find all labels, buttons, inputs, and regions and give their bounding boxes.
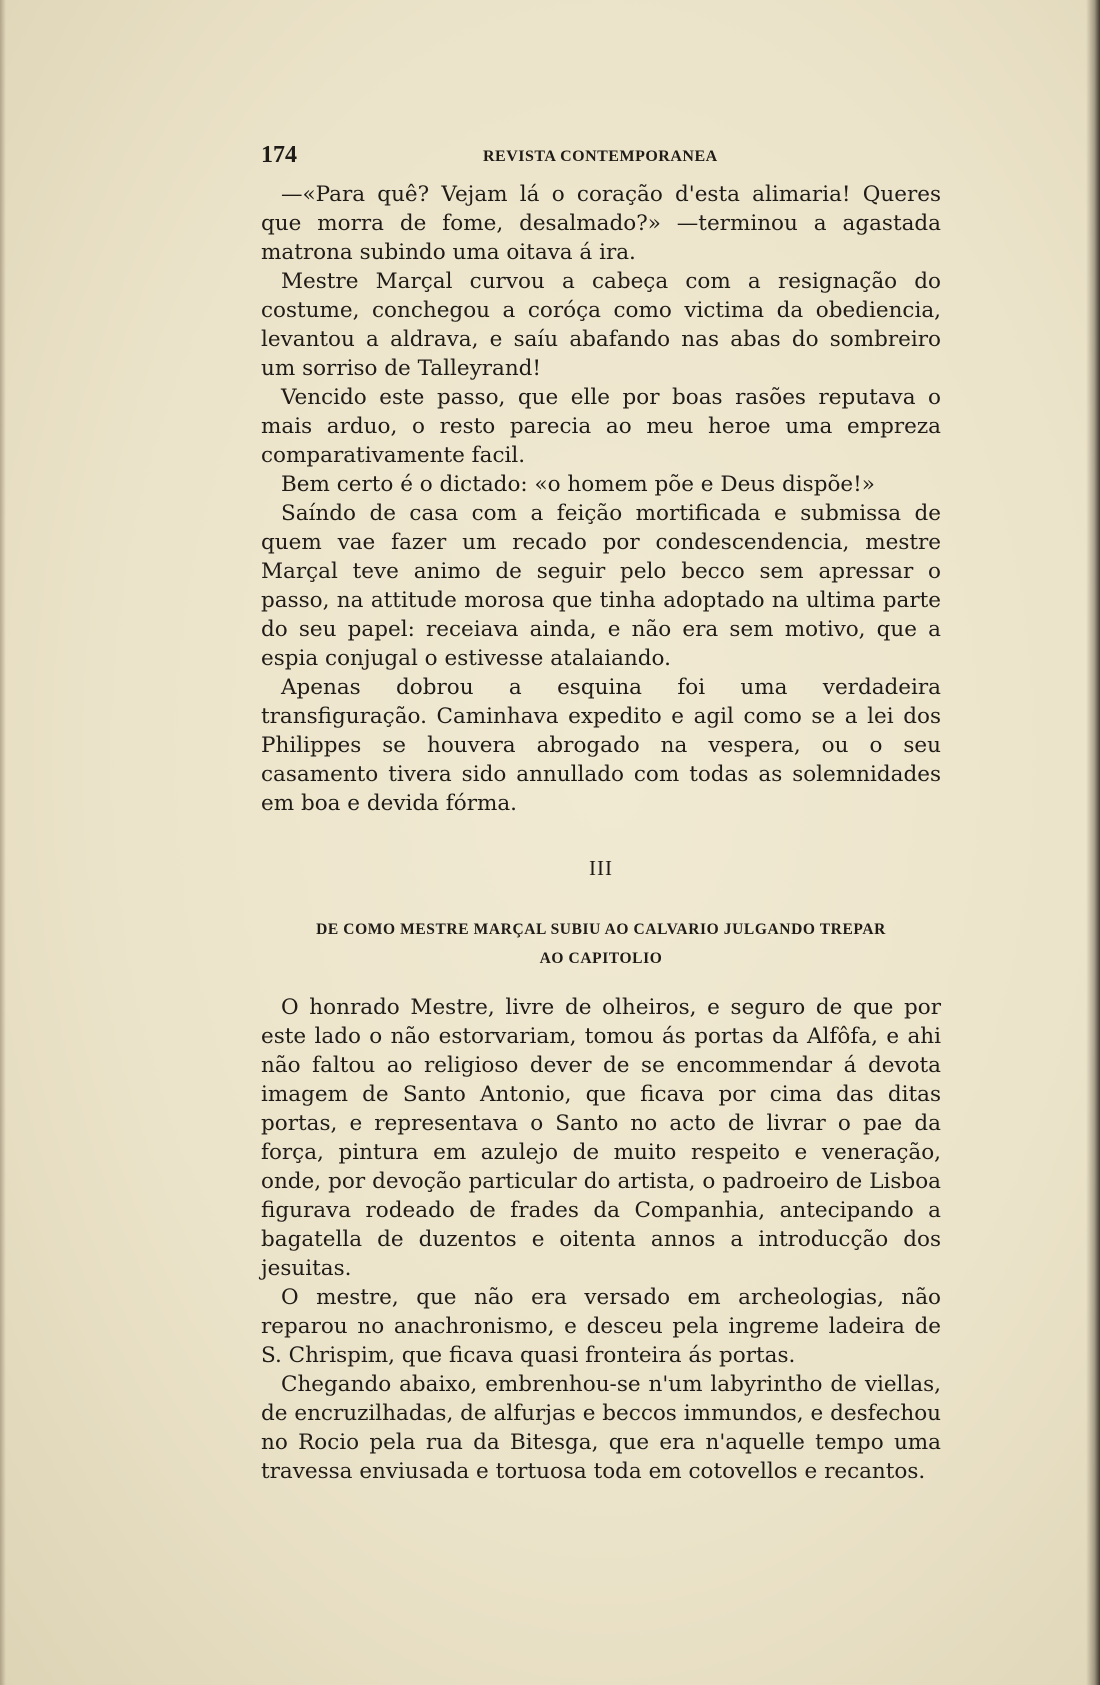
paragraph: Vencido este passo, que elle por boas rasões reputava o mais arduo, o resto parecia ao meu heroe uma empreza comparativamente facil. — [261, 385, 941, 468]
section-number: III — [589, 856, 613, 880]
page-left-edge — [0, 0, 6, 1685]
running-head — [261, 140, 941, 180]
journal-title: REVISTA CONTEMPORANEA — [483, 148, 718, 165]
paragraph: Mestre Marçal curvou a cabeça com a resignação do costume, conchegou a coróça como victima da obediencia, levantou a aldrava, e saíu abafando nas abas do sombreiro um sorriso de Talleyrand! — [261, 269, 941, 381]
page-number: 174 — [261, 142, 297, 168]
page-binding-shadow — [1086, 0, 1100, 1685]
paragraph: Saíndo de casa com a feição mortificada e submissa de quem vae fazer um recado por condescendencia, mestre Marçal teve animo de seguir pelo becco sem apressar o passo, na attitude morosa que tinha adoptado na ultima parte do seu papel: receiava ainda, e não era sem motivo, que a espia conjugal o estivesse atalaiando. — [261, 501, 941, 671]
text-block — [261, 140, 941, 1486]
section-title-line: DE COMO MESTRE MARÇAL SUBIU AO CALVARIO JULGANDO TREPAR — [316, 921, 886, 938]
section-title-line: AO CAPITOLIO — [539, 950, 663, 967]
paragraph: Apenas dobrou a esquina foi uma verdadeira transfiguração. Caminhava expedito e agil como se a lei dos Philippes se houvera abrogado na vespera, ou o seu casamento tivera sido annullado com todas as solemnidades em boa e devida fórma. — [261, 675, 941, 816]
paragraph: O mestre, que não era versado em archeologias, não reparou no anachronismo, e desceu pela ingreme ladeira de S. Chrispim, que ficava quasi fronteira ás portas. — [261, 1285, 941, 1368]
paragraph: O honrado Mestre, livre de olheiros, e seguro de que por este lado o não estorvariam, tomou ás portas da Alfôfa, e ahi não faltou ao religioso dever de se encommendar á devota imagem de Santo Antonio, que ficava por cima das ditas portas, e representava o Santo no acto de livrar o pae da força, pintura em azulejo de muito respeito e veneração, onde, por devoção particular do artista, o padroeiro de Lisboa figurava rodeado de frades da Companhia, antecipando a bagatella de duzentos e oitenta annos a introducção dos jesuitas. — [261, 995, 941, 1281]
paragraph: Bem certo é o dictado: «o homem põe e Deus dispõe!» — [281, 472, 875, 497]
paragraph: —«Para quê? Vejam lá o coração d'esta alimaria! Queres que morra de fome, desalmado?» —terminou a agastada matrona subindo uma oitava á ira. — [261, 182, 941, 265]
section-title — [261, 915, 941, 973]
paragraph: Chegando abaixo, embrenhou-se n'um labyrintho de viellas, de encruzilhadas, de alfurjas e beccos immundos, e desfechou no Rocio pela rua da Bitesga, que era n'aquelle tempo uma travessa enviusada e tortuosa toda em cotovellos e recantos. — [261, 1372, 941, 1484]
